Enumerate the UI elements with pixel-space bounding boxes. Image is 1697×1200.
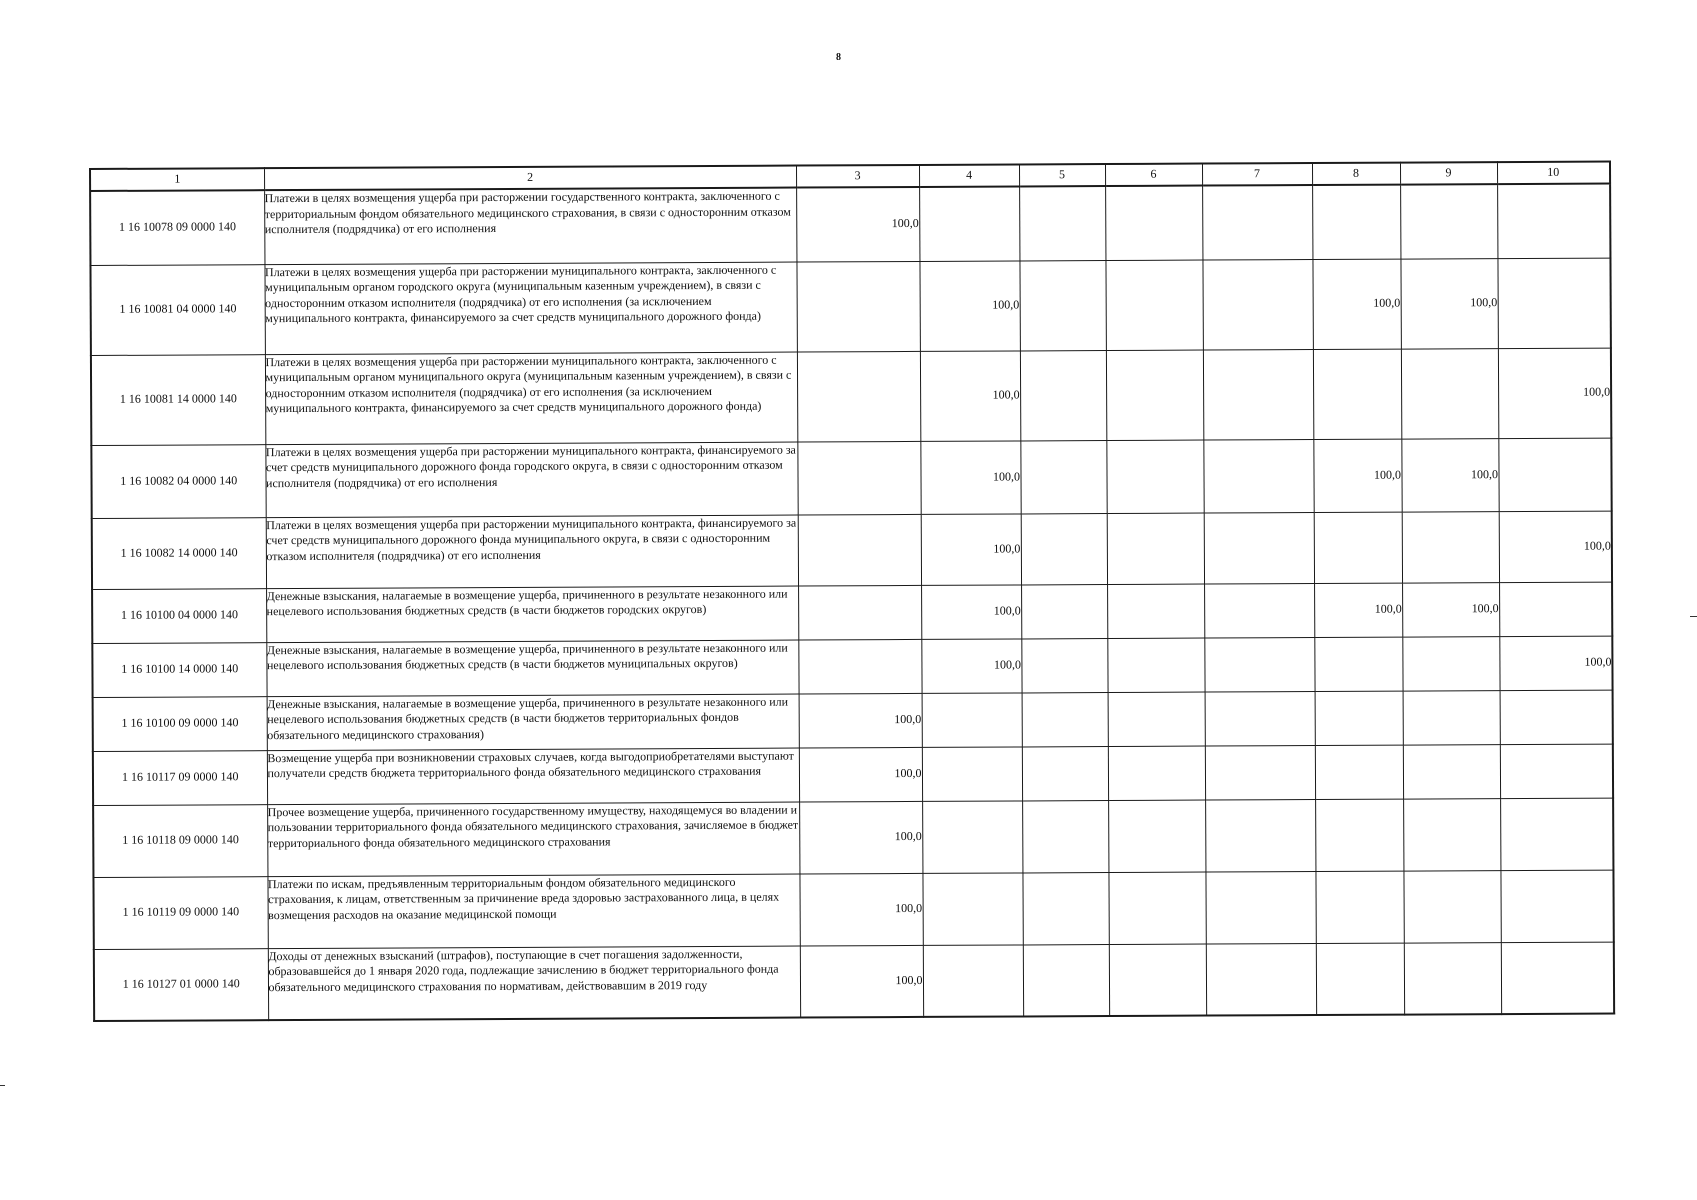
revenue-description: Прочее возмещение ущерба, причиненного государственному имуществу, находящемуся во владении и пользовании территориального фонда обязательного медицинского страхования, зачисляемое в бюджет территориального фонда обязательного медицинского страхования (267, 802, 799, 877)
value-cell (1022, 872, 1108, 944)
value-cell (796, 261, 919, 352)
kbk-code: 1 16 10078 09 0000 140 (90, 190, 264, 265)
value-cell (798, 514, 921, 586)
value-cell (1312, 185, 1400, 259)
value-cell (1020, 350, 1106, 440)
revenue-description: Платежи в целях возмещения ущерба при расторжении муниципального контракта, финансируемого за счет средств муниципального дорожного фонда городского округа, в связи с односторонним отказом исполнителя (подрядчика) от его исполнения (265, 442, 797, 518)
value-cell: 100,0 (799, 801, 922, 874)
value-cell: 100,0 (920, 440, 1020, 513)
value-cell (1202, 185, 1312, 260)
value-cell (1403, 744, 1500, 798)
value-cell (1315, 871, 1403, 943)
value-cell (1204, 512, 1314, 584)
table-row (93, 744, 1613, 805)
column-header: 7 (1202, 163, 1312, 186)
value-cell (1203, 349, 1313, 440)
value-cell: 100,0 (799, 693, 922, 748)
value-cell (922, 872, 1022, 944)
table-row (91, 348, 1611, 445)
column-header: 8 (1312, 163, 1400, 185)
value-cell: 100,0 (1313, 439, 1401, 512)
revenue-description: Платежи по искам, предъявленным территориальным фондом обязательного медицинского страхования, к лицам, ответственным за причинение вреда здоровью застрахованного лица, в целях возмещения расходов на оказание медицинской помощи (267, 874, 799, 949)
table-row (93, 690, 1613, 751)
value-cell (1315, 691, 1403, 745)
value-cell: 100,0 (920, 350, 1020, 440)
revenue-distribution-table (89, 161, 1615, 1022)
value-cell (1500, 798, 1613, 871)
value-cell: 100,0 (1312, 259, 1400, 349)
value-cell (1403, 870, 1500, 942)
value-cell (1315, 799, 1403, 871)
page-number: 8 (836, 52, 841, 63)
value-cell (1108, 872, 1205, 944)
value-cell (1202, 259, 1312, 350)
value-cell (1403, 690, 1500, 744)
table-row (94, 942, 1614, 1021)
value-cell (923, 944, 1023, 1016)
value-cell: 100,0 (799, 873, 922, 946)
value-cell (1105, 186, 1202, 260)
value-cell (1401, 348, 1498, 438)
value-cell: 100,0 (921, 513, 1021, 584)
kbk-code: 1 16 10118 09 0000 140 (93, 804, 267, 877)
value-cell (1499, 582, 1612, 637)
kbk-code: 1 16 10081 04 0000 140 (90, 264, 264, 355)
value-cell (1204, 583, 1314, 638)
value-cell (1107, 513, 1204, 584)
value-cell (1022, 746, 1108, 800)
value-cell: 100,0 (919, 260, 1019, 350)
revenue-description: Платежи в целях возмещения ущерба при расторжении государственного контракта, заключенного с территориальным фондом обязательного медицинского страхования, в связи с односторонним отказом исполнителя (подрядчика) от его исполнения (264, 188, 796, 265)
value-cell (1500, 690, 1613, 745)
column-header: 1 (90, 168, 264, 191)
column-header: 3 (796, 165, 919, 188)
value-cell (798, 639, 921, 694)
revenue-description: Доходы от денежных взысканий (штрафов), поступающие в счет погашения задолженности, образовавшейся до 1 января 2020 года, подлежащие зачислению в бюджет территориального фонда обязательного медицинского страхования по нормативам, действовавшим в 2019 году (268, 946, 800, 1021)
value-cell (1020, 440, 1106, 513)
value-cell (1500, 744, 1613, 799)
value-cell (1313, 349, 1401, 439)
value-cell (1203, 439, 1313, 513)
column-header: 9 (1400, 162, 1497, 184)
value-cell (922, 800, 1022, 872)
value-cell: 100,0 (1314, 583, 1402, 637)
revenue-description: Платежи в целях возмещения ущерба при расторжении муниципального контракта, финансируемого за счет средств муниципального дорожного фонда муниципального округа, в связи с односторонним отказом исполнителя (подрядчика) от его исполнения (266, 515, 798, 589)
revenue-description: Денежные взыскания, налагаемые в возмещение ущерба, причиненного в результате незаконного или нецелевого использования бюджетных средств (в части бюджетов муниципальных округов) (266, 640, 798, 697)
revenue-description: Платежи в целях возмещения ущерба при расторжении муниципального контракта, заключенного с муниципальным органом муниципального округа (муниципальным казенным учреждением), в связи с односторонним отказом исполнителя (подрядчика) от его исполнения (за исключением муниципального контракта, финансируемого за счет средств муниципального дорожного фонда) (265, 352, 797, 445)
value-cell (1107, 638, 1204, 692)
kbk-code: 1 16 10117 09 0000 140 (93, 750, 267, 805)
value-cell: 100,0 (921, 638, 1021, 692)
value-cell (922, 692, 1022, 746)
kbk-code: 1 16 10082 04 0000 140 (91, 444, 265, 518)
value-cell (798, 585, 921, 640)
value-cell (1316, 943, 1404, 1015)
value-cell (1108, 692, 1205, 746)
value-cell (1019, 186, 1105, 260)
value-cell (1019, 260, 1105, 350)
value-cell (919, 186, 1019, 260)
value-cell (1108, 800, 1205, 872)
value-cell: 100,0 (1499, 636, 1612, 691)
kbk-code: 1 16 10100 09 0000 140 (93, 696, 267, 751)
table-row (91, 438, 1611, 518)
kbk-code: 1 16 10119 09 0000 140 (93, 876, 267, 949)
value-cell (1403, 798, 1500, 870)
value-cell (1106, 350, 1203, 440)
value-cell: 100,0 (1499, 511, 1612, 583)
value-cell (1402, 511, 1499, 582)
value-cell (797, 441, 920, 515)
value-cell (1314, 637, 1402, 691)
value-cell (1021, 513, 1107, 584)
value-cell (797, 351, 920, 442)
value-cell (1314, 512, 1402, 583)
document-sheet (89, 161, 1613, 1022)
kbk-code: 1 16 10100 14 0000 140 (92, 642, 266, 697)
value-cell (1021, 584, 1107, 638)
value-cell: 100,0 (1400, 258, 1497, 348)
value-cell (1107, 584, 1204, 638)
column-header: 2 (264, 166, 796, 191)
value-cell (1404, 942, 1501, 1014)
value-cell (1501, 942, 1614, 1015)
kbk-code: 1 16 10127 01 0000 140 (94, 948, 268, 1021)
value-cell (1497, 258, 1610, 349)
kbk-code: 1 16 10100 04 0000 140 (92, 588, 266, 643)
value-cell (922, 746, 1022, 800)
value-cell: 100,0 (1498, 348, 1611, 439)
value-cell (1206, 943, 1316, 1016)
value-cell (1205, 871, 1315, 944)
table-row (90, 258, 1610, 355)
value-cell: 100,0 (796, 187, 919, 262)
column-header: 6 (1105, 164, 1202, 186)
table-row (92, 582, 1612, 643)
table-row (92, 636, 1612, 697)
value-cell (1205, 745, 1315, 800)
value-cell (1109, 944, 1206, 1016)
revenue-description: Денежные взыскания, налагаемые в возмещение ущерба, причиненного в результате незаконного или нецелевого использования бюджетных средств (в части бюджетов территориальных фондов обязательного медицинского страхования) (267, 694, 799, 751)
value-cell (1022, 800, 1108, 872)
table-row (93, 870, 1613, 949)
value-cell (1023, 944, 1109, 1016)
value-cell (1205, 691, 1315, 746)
revenue-description: Платежи в целях возмещения ущерба при расторжении муниципального контракта, заключенного с муниципальным органом городского округа (муниципальным казенным учреждением), в связи с односторонним отказом исполнителя (подрядчика) от его исполнения (за исключением муниципального контракта, финансируемого за счет средств муниципального дорожного фонда) (264, 262, 796, 355)
value-cell: 100,0 (1402, 582, 1499, 636)
value-cell (1022, 692, 1108, 746)
value-cell (1108, 746, 1205, 800)
table-row (93, 798, 1613, 877)
value-cell (1105, 260, 1202, 350)
value-cell (1400, 184, 1497, 258)
kbk-code: 1 16 10081 14 0000 140 (91, 354, 265, 445)
column-header: 5 (1019, 164, 1105, 186)
column-header: 4 (919, 164, 1019, 186)
value-cell (1497, 184, 1610, 259)
value-cell (1498, 438, 1611, 512)
revenue-description: Возмещение ущерба при возникновении страховых случаев, когда выгодоприобретателями выступают получатели средств бюджета территориального фонда обязательного медицинского страхования (267, 748, 799, 805)
value-cell (1205, 799, 1315, 872)
value-cell (1021, 638, 1107, 692)
scan-edge-mark (1690, 616, 1697, 617)
revenue-description: Денежные взыскания, налагаемые в возмещение ущерба, причиненного в результате незаконного или нецелевого использования бюджетных средств (в части бюджетов городских округов) (266, 586, 798, 643)
value-cell (1106, 440, 1203, 513)
column-header: 10 (1497, 162, 1610, 185)
scan-edge-mark (0, 1085, 5, 1086)
value-cell (1500, 870, 1613, 943)
table-row (92, 511, 1612, 589)
value-cell: 100,0 (800, 945, 923, 1018)
value-cell (1204, 637, 1314, 692)
value-cell: 100,0 (921, 584, 1021, 638)
value-cell (1315, 745, 1403, 799)
value-cell (1402, 636, 1499, 690)
value-cell: 100,0 (1401, 438, 1498, 511)
value-cell: 100,0 (799, 747, 922, 802)
kbk-code: 1 16 10082 14 0000 140 (92, 517, 266, 589)
table-row (90, 184, 1610, 265)
